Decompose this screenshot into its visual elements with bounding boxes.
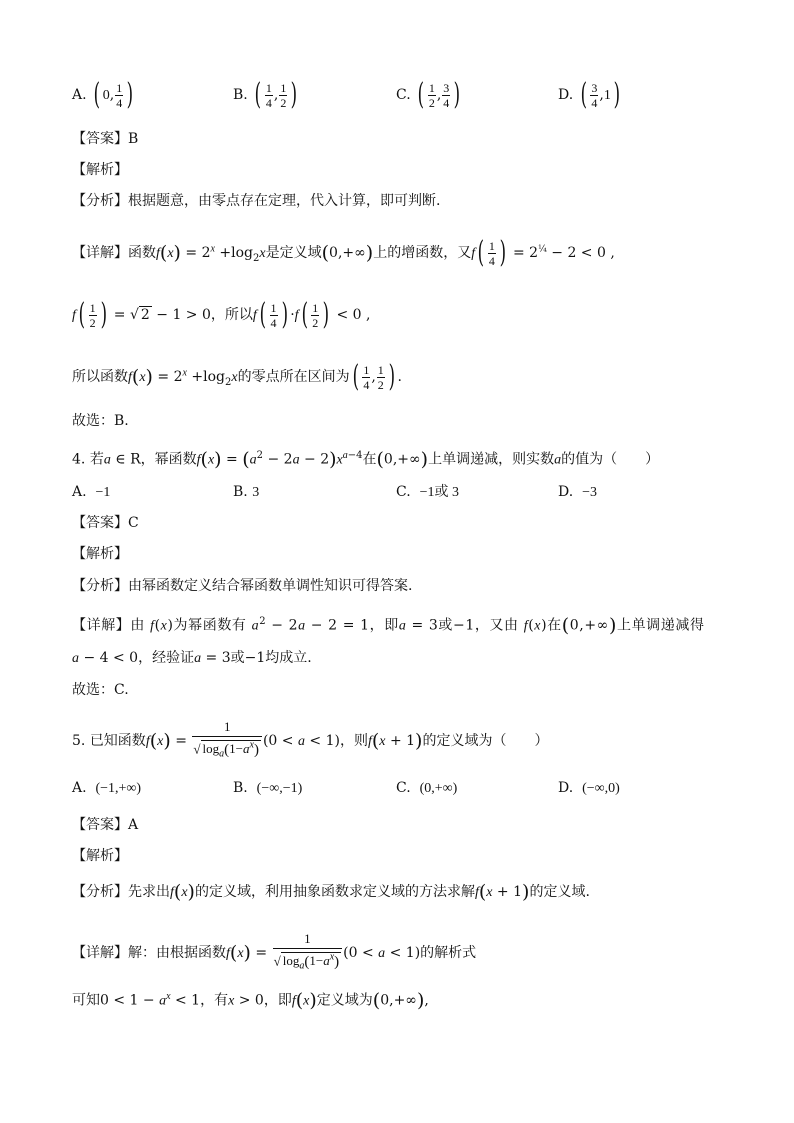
option-letter: C. xyxy=(396,87,411,103)
q4-option-a xyxy=(72,482,110,503)
text: 在 xyxy=(547,617,562,634)
frac-den: 4 xyxy=(265,95,272,110)
conclusion-text: 故选：C. xyxy=(72,682,129,698)
text: ，所以 xyxy=(210,307,253,323)
option-text: 3 xyxy=(252,485,260,500)
text: , xyxy=(424,992,429,1009)
q5-last-line: 可知$0 < 1 - a^x < 1$，有x > 0，即f(x)定义域为(0,+∞), xyxy=(72,989,429,1012)
q3-fenxi xyxy=(72,191,440,211)
q5-option-d xyxy=(558,778,620,799)
text: 上单调递减得 xyxy=(616,617,705,634)
text: ，则 xyxy=(339,732,368,749)
frac-den: 4 xyxy=(443,95,450,110)
option-letter: C. xyxy=(396,780,411,796)
text: ，即 xyxy=(263,992,292,1009)
text: 若 xyxy=(89,451,104,468)
option-letter: D. xyxy=(558,780,574,796)
option-text: −1或 3 xyxy=(419,485,459,500)
q3-option-b: B. ( $\frac{1}{4}$ , $\frac{1}{2}$ ) xyxy=(233,77,298,112)
q4-stem: 4. 若a ∈ R，幂函数$f(x) = (a^2 - 2a - 2)x^{a-4}$在(0,+∞)上单调递减，则实数a的值为（ ） xyxy=(72,448,660,471)
text: 的解析式 xyxy=(420,944,477,961)
bound-lower: 0 xyxy=(102,88,110,103)
q5-analysis-label xyxy=(72,846,128,866)
answer-label: 【答案】 xyxy=(72,817,128,833)
q5-stem: 5. 已知函数f(x) = $\frac{1}{√ \log_a(1-a^x)}$ (0 < a < 1)，则f(x + 1)的定义域为（ ） xyxy=(72,719,549,760)
frac-den: 4 xyxy=(591,95,598,110)
conclusion-text: 故选：B. xyxy=(72,413,129,429)
text: 先求出 xyxy=(128,884,170,900)
q3-detail-line2: f( $\frac{1}{2}$ ) = √ 2 − 1 > 0，所以f( $\frac{1}{4}$ ) ·f( $\frac{1}{2}$ ) < 0 , xyxy=(72,297,371,332)
option-letter: B. xyxy=(233,780,248,796)
option-letter: A. xyxy=(72,87,87,103)
text: 上的增函数，又 xyxy=(373,245,472,261)
q5-fenxi: 【分析】先求出f(x)的定义域，利用抽象函数求定义域的方法求解f(x + 1)的定义域. xyxy=(72,881,590,903)
option-letter: B. xyxy=(233,87,248,103)
answer-value: A xyxy=(128,817,139,833)
option-text: (0,+∞) xyxy=(419,781,458,796)
q3-option-a: A. ( 0, $\frac{1}{4}$ ) xyxy=(72,77,134,112)
detail-label: 【详解】 xyxy=(72,944,128,961)
q5-option-a xyxy=(72,778,141,799)
detail-label: 【详解】 xyxy=(72,617,131,634)
q4-option-b xyxy=(233,482,259,503)
text: ，幂函数 xyxy=(140,451,197,468)
text: ，有 xyxy=(200,992,229,1009)
question-number: 5. xyxy=(72,732,86,749)
answer-value: C xyxy=(128,515,139,531)
text: 在 xyxy=(362,451,377,468)
text: 的定义域为（ ） xyxy=(422,732,549,749)
text: 所以函数 xyxy=(72,369,128,385)
text: 的定义域. xyxy=(529,884,590,900)
analysis-label: 【解析】 xyxy=(72,848,128,864)
analysis-label: 【解析】 xyxy=(72,162,128,178)
q5-answer xyxy=(72,815,138,835)
option-text: (−1,+∞) xyxy=(95,781,142,796)
q4-option-d xyxy=(558,482,597,503)
q5-detail-line1: 【详解】解：由根据函数f(x) = $\frac{1}{√ \log_a(1-a^x)}$ (0 < a < 1)的解析式 xyxy=(72,931,477,972)
option-letter: C. xyxy=(396,484,411,500)
text: 为幂函数有 xyxy=(173,617,247,634)
text: 已知函数 xyxy=(89,732,146,749)
question-number: 4. xyxy=(72,451,86,468)
answer-label: 【答案】 xyxy=(72,131,128,147)
text: 的值为（ ） xyxy=(561,451,660,468)
q4-answer xyxy=(72,513,139,533)
option-letter: B. xyxy=(233,484,248,500)
fenxi-text: 由幂函数定义结合幂函数单调性知识可得答案. xyxy=(128,578,413,594)
text: 由 xyxy=(130,617,146,634)
q5-option-b xyxy=(233,778,302,799)
q4-conclusion xyxy=(72,680,129,700)
q4-analysis-label xyxy=(72,544,128,564)
frac-den: 2 xyxy=(280,95,287,110)
q3-detail-line1: 【详解】函数$f(x) = 2^x +\log_2x$是定义域(0,+∞)上的增函数，又f( $\frac{1}{4}$ ) = $2^{\frac{1}{4}} - 2 < 0$ , xyxy=(72,235,615,270)
text: 的定义域，利用抽象函数求定义域的方法求解 xyxy=(194,884,475,900)
option-letter: D. xyxy=(558,484,574,500)
text: 的零点所在区间为 xyxy=(237,369,350,385)
frac-den: 4 xyxy=(116,95,123,110)
frac-num: 1 xyxy=(428,80,435,95)
text: ，又由 xyxy=(474,617,519,634)
detail-label: 【详解】 xyxy=(72,245,128,261)
q3-analysis-label xyxy=(72,160,128,180)
frac-num: 1 xyxy=(280,80,287,95)
q5-option-c xyxy=(396,778,457,799)
text: ，经验证 xyxy=(138,650,195,666)
frac-den: 2 xyxy=(428,95,435,110)
q3-option-c: C. ( $\frac{1}{2}$ , $\frac{3}{4}$ ) xyxy=(396,77,461,112)
text: 或 xyxy=(438,617,453,634)
q3-option-d: D. ( $\frac{3}{4}$ ,1) xyxy=(558,77,620,112)
option-letter: A. xyxy=(72,484,87,500)
q4-option-c xyxy=(396,482,459,503)
text: 函数 xyxy=(128,245,156,261)
option-letter: A. xyxy=(72,780,87,796)
text: 或 xyxy=(230,650,245,666)
answer-label: 【答案】 xyxy=(72,515,128,531)
q4-detail-line2: a − 4 < 0，经验证a = 3或−1均成立. xyxy=(72,650,312,666)
bound-upper: 1 xyxy=(603,88,611,103)
fenxi-label: 【分析】 xyxy=(72,193,128,209)
option-text: (−∞,0) xyxy=(582,781,620,796)
text: ，即 xyxy=(369,617,399,634)
text: 上单调递减，则实数 xyxy=(428,451,555,468)
frac-num: 3 xyxy=(591,80,598,95)
fenxi-text: 根据题意，由零点存在定理，代入计算，即可判断. xyxy=(128,193,441,209)
frac-num: 3 xyxy=(443,80,450,95)
frac-num: 1 xyxy=(116,80,123,95)
q3-detail-line3: 所以函数$f(x) = 2^x +\log_2x$的零点所在区间为( $\frac{1}{4}$ , $\frac{1}{2}$ ) . xyxy=(72,359,402,394)
text: 是定义域 xyxy=(265,245,322,261)
option-text: −3 xyxy=(582,485,597,500)
fenxi-label: 【分析】 xyxy=(72,578,128,594)
text: 可知 xyxy=(72,992,100,1009)
option-text: (−∞,−1) xyxy=(256,781,303,796)
analysis-label: 【解析】 xyxy=(72,546,128,562)
q4-fenxi xyxy=(72,576,412,596)
text: 定义域为 xyxy=(316,992,373,1009)
frac-num: 1 xyxy=(265,80,272,95)
fenxi-label: 【分析】 xyxy=(72,884,128,900)
q4-detail-line1: 【详解】由 f(x)为幂函数有 $a^2 - 2a - 2 = 1$，即a = 3或−1，又由 f(x)在(0,+∞)上单调递减得 xyxy=(72,614,705,637)
option-text: −1 xyxy=(95,485,111,500)
option-letter: D. xyxy=(558,87,574,103)
answer-value: B xyxy=(128,131,139,147)
q3-answer xyxy=(72,129,138,149)
text: 解：由根据函数 xyxy=(128,944,226,961)
text: 均成立. xyxy=(265,650,312,666)
q3-conclusion xyxy=(72,411,129,431)
